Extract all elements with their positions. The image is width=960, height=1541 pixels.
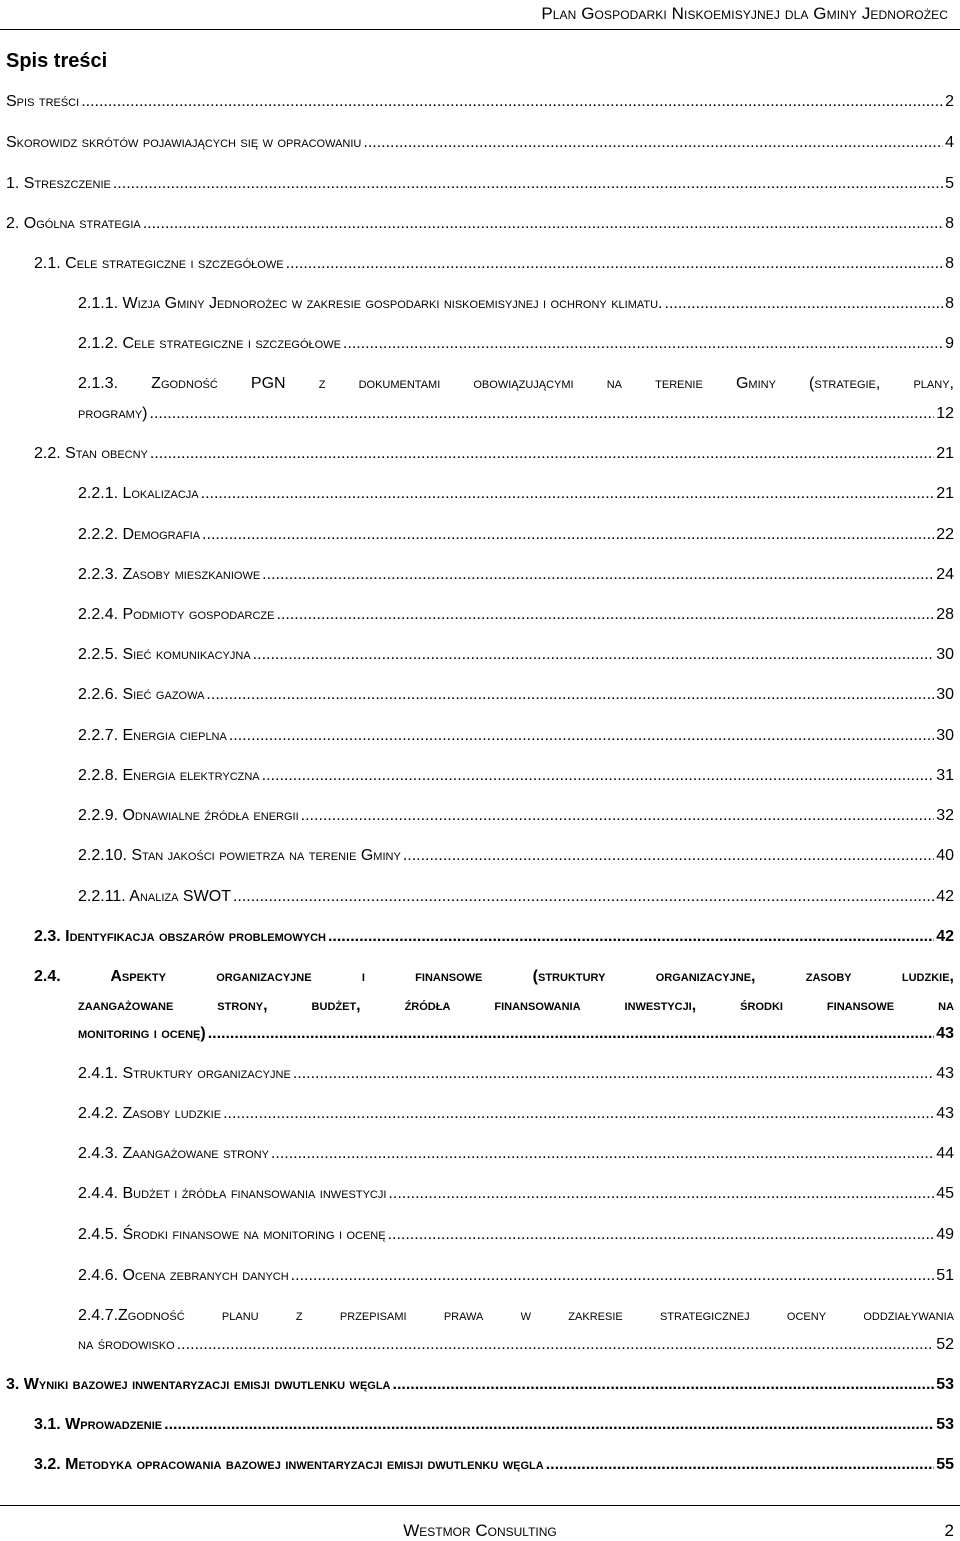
page-number: 9 bbox=[945, 335, 954, 352]
page-number: 8 bbox=[945, 255, 954, 272]
page-number: 52 bbox=[936, 1336, 954, 1353]
page-number: 53 bbox=[936, 1416, 954, 1433]
page-number: 2 bbox=[945, 93, 954, 110]
footer-divider bbox=[0, 1505, 960, 1506]
page-number: 22 bbox=[936, 526, 954, 543]
page-number: 30 bbox=[936, 646, 954, 663]
page-number: 55 bbox=[936, 1456, 954, 1473]
page-number: 8 bbox=[945, 215, 954, 232]
page-number: 21 bbox=[936, 485, 954, 502]
page-number: 12 bbox=[936, 405, 954, 422]
footer-page-number: 2 bbox=[944, 1521, 954, 1540]
page-number: 24 bbox=[936, 566, 954, 583]
footer-company: Westmor Consulting bbox=[403, 1521, 557, 1540]
page-number: 31 bbox=[936, 767, 954, 784]
page-number: 49 bbox=[936, 1226, 954, 1243]
toc-heading: Spis treści bbox=[6, 50, 108, 72]
page-number: 43 bbox=[936, 1065, 954, 1082]
page-number: 28 bbox=[936, 606, 954, 623]
page-number: 32 bbox=[936, 807, 954, 824]
page-number: 40 bbox=[936, 847, 954, 864]
running-header: Plan Gospodarki Niskoemisyjnej dla Gminy Jednorożec bbox=[541, 4, 948, 23]
page-number: 42 bbox=[936, 888, 954, 905]
page-number: 8 bbox=[945, 295, 954, 312]
page-number: 42 bbox=[936, 928, 954, 945]
page-number: 5 bbox=[945, 175, 954, 192]
page-number: 21 bbox=[936, 445, 954, 462]
page-number: 4 bbox=[945, 134, 954, 151]
page-number: 30 bbox=[936, 686, 954, 703]
page-number: 30 bbox=[936, 727, 954, 744]
header-divider bbox=[0, 29, 960, 30]
page-number: 51 bbox=[936, 1267, 954, 1284]
page-number: 43 bbox=[936, 1105, 954, 1122]
page-number: 44 bbox=[936, 1145, 954, 1162]
page-number: 45 bbox=[936, 1185, 954, 1202]
page-number: 43 bbox=[936, 1025, 954, 1042]
page-number: 53 bbox=[936, 1376, 954, 1393]
